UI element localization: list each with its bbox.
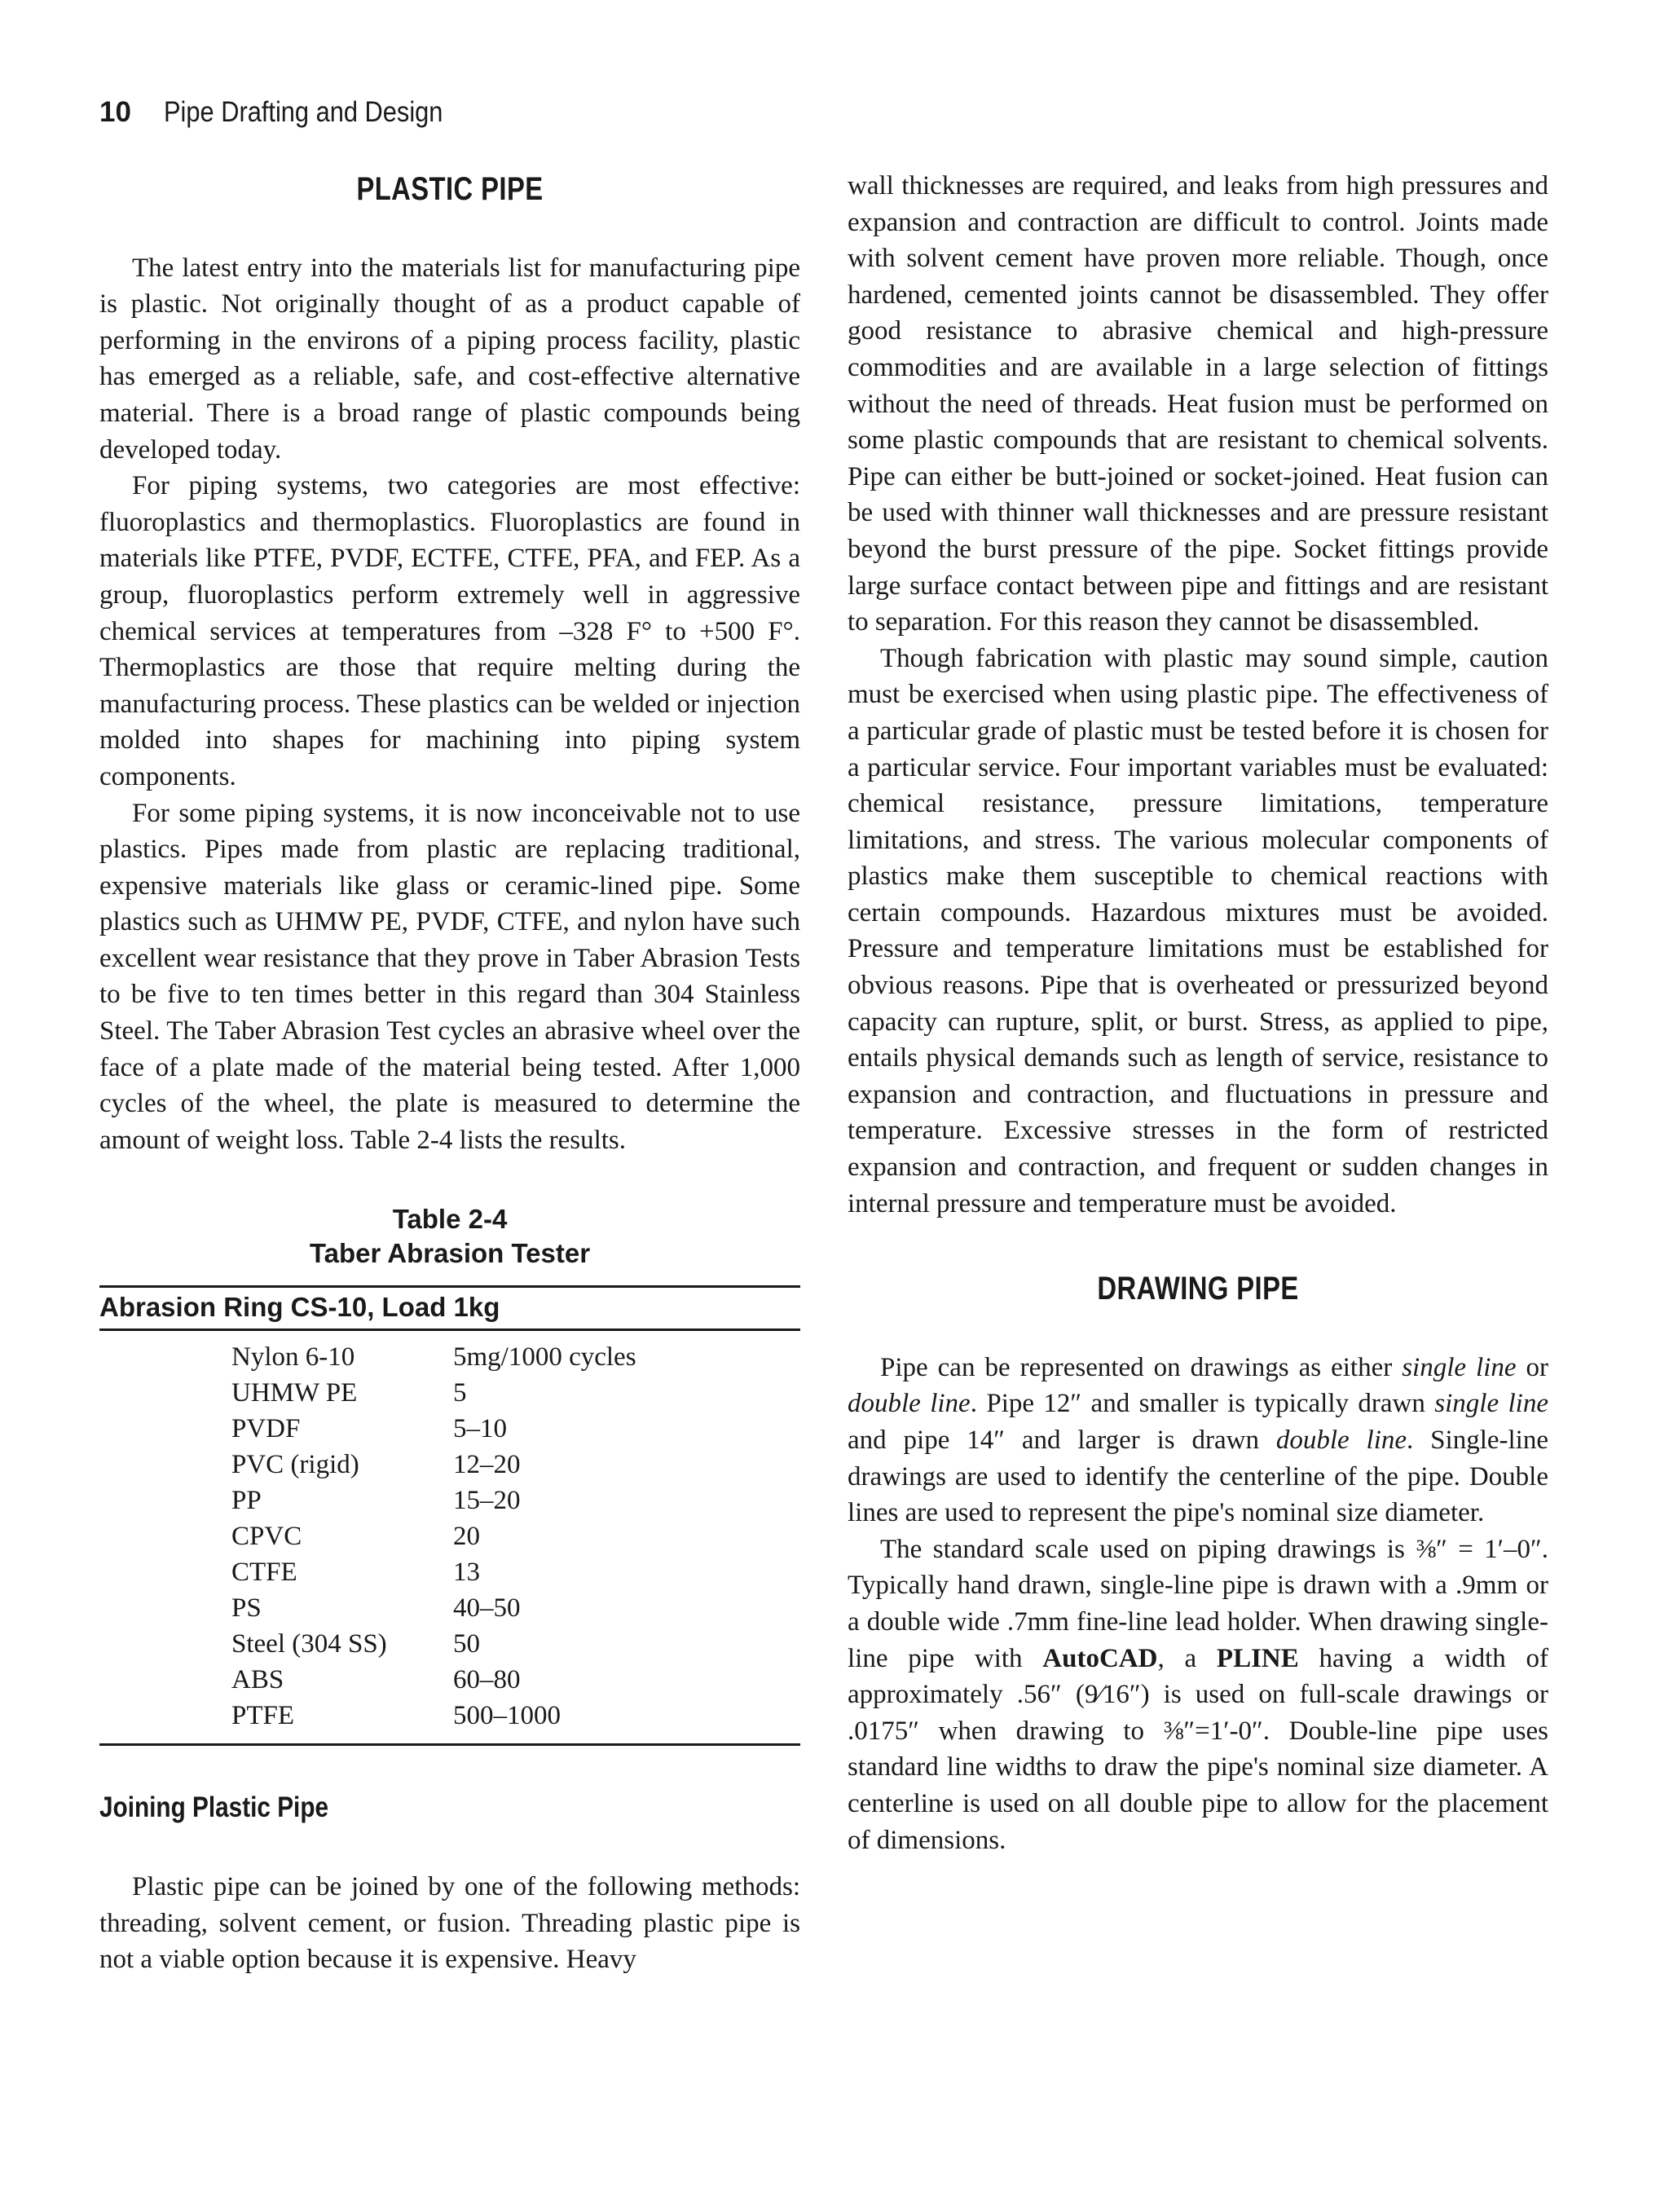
material-cell: CPVC: [231, 1522, 302, 1552]
table-row: [231, 1626, 800, 1662]
table-row: [231, 1447, 800, 1483]
material-cell: PS: [231, 1593, 262, 1624]
subheading-joining-plastic-pipe: Joining Plastic Pipe: [99, 1791, 329, 1824]
table-row: [231, 1339, 800, 1375]
paragraph: The latest entry into the materials list for manufacturing pipe is plastic. Not originally thought of as a product capable of performing in the environs of a piping process facility, plastic has emerged as a reliable, safe, and cost-effective alternative material. There is a broad range of plastic compounds being developed today.: [99, 253, 800, 465]
bold-term: PLINE: [1216, 1643, 1299, 1673]
emphasis: single line: [1402, 1352, 1517, 1382]
table-row: [231, 1662, 800, 1698]
table-body: [99, 1331, 800, 1743]
material-cell: PVC (rigid): [231, 1450, 359, 1480]
table-row: [231, 1375, 800, 1411]
paragraph: Though fabrication with plastic may sound simple, caution must be exercised when using plastic pipe. The effectiveness of a particular grade of plastic must be tested before it is chosen for a particular service. Four important variables must be evaluated: chemical resistance, pressure limitations, temperature limitations, and stress. The various molecular components of plastics make them susceptible to chemical reactions with certain compounds. Hazardous mixtures must be avoided. Pressure and temperature limitations must be established for obvious reasons. Pipe that is overheated or pressurized beyond capacity can rupture, split, or burst. Stress, as applied to pipe, entails physical demands such as length of service, resistance to expansion and contraction, and fluctuations in pressure and temperature. Excessive stresses in the form of restricted expansion and contraction, and frequent or sudden changes in internal pressure and temperature must be avoided.: [848, 643, 1548, 1218]
value-cell: 5mg/1000 cycles: [453, 1342, 636, 1373]
paragraph: The standard scale used on piping drawings is ⅜″ = 1′–0″. Typically hand drawn, single-line pipe is drawn with a .9mm or a double wide .7mm fine-line lead holder. When drawing single-line pipe with AutoCAD, a PLINE having a width of approximately .56″ (9⁄16″) is used on full-scale drawings or .0175″ when drawing to ⅜″=1′-0″. Double-line pipe uses standard line widths to draw the pipe's nominal size diameter. A centerline is used on all double pipe to allow for the placement of dimensions.: [848, 1534, 1548, 1855]
running-title: Pipe Drafting and Design: [163, 96, 443, 128]
paragraph: For piping systems, two categories are most effective: fluoroplastics and thermoplastics. Fluoroplastics are found in materials like PTFE, PVDF, ECTFE, CTFE, PFA, and FEP. As a group, fluoroplastics perform extremely well in aggressive chemical services at temperatures from –328 F° to +500 F°. Thermoplastics are those that require melting during the manufacturing process. These plastics can be welded or injection molded into shapes for machining into piping system components.: [99, 471, 800, 791]
table-row: [231, 1698, 800, 1734]
section-heading-drawing-pipe: DRAWING PIPE: [1097, 1271, 1299, 1307]
material-cell: ABS: [231, 1665, 284, 1695]
value-cell: 50: [453, 1629, 480, 1659]
value-cell: 20: [453, 1522, 480, 1552]
section-heading-plastic-pipe: PLASTIC PIPE: [356, 171, 544, 207]
right-column: [848, 168, 1548, 1858]
value-cell: 500–1000: [453, 1701, 561, 1731]
material-cell: PTFE: [231, 1701, 295, 1731]
value-cell: 60–80: [453, 1665, 521, 1695]
paragraph: For some piping systems, it is now inconceivable not to use plastics. Pipes made from plastic are replacing traditional, expensive materials like glass or ceramic-lined pipe. Some plastics such as UHMW PE, PVDF, CTFE, and nylon have such excellent wear resistance that they prove in Taber Abrasion Tests to be five to ten times better in this regard than 304 Stainless Steel. The Taber Abrasion Test cycles an abrasive wheel over the face of a plate made of the material being tested. After 1,000 cycles of the wheel, the plate is measured to determine the amount of weight loss. Table 2-4 lists the results.: [99, 798, 800, 1155]
emphasis: single line: [1434, 1389, 1548, 1419]
emphasis: double line: [1275, 1425, 1407, 1455]
paragraph: Pipe can be represented on drawings as either single line or double line. Pipe 12″ and smaller is typically drawn single line and pipe 14″ and larger is drawn double line. Single-line drawings are used to identify the centerline of the pipe. Double lines are used to represent the pipe's nominal size diameter.: [848, 1352, 1548, 1528]
material-cell: PVDF: [231, 1414, 301, 1444]
running-header: [99, 96, 481, 129]
value-cell: 12–20: [453, 1450, 521, 1480]
table-row: [231, 1483, 800, 1518]
material-cell: Nylon 6-10: [231, 1342, 355, 1373]
material-cell: CTFE: [231, 1558, 297, 1588]
table-row: [231, 1554, 800, 1590]
table-2-4: [99, 1202, 800, 1746]
paragraph: wall thicknesses are required, and leaks from high pressures and expansion and contraction are difficult to control. Joints made with solvent cement have proven more reliable. Though, once hardened, cemented joints cannot be disassembled. They offer good resistance to abrasive chemical and high-pressure commodities and are available in a large selection of fittings without the need of threads. Heat fusion must be performed on some plastic compounds that are resistant to chemical solvents. Pipe can either be butt-joined or socket-joined. Heat fusion can be used with thinner wall thicknesses and are pressure resistant beyond the burst pressure of the pipe. Socket fittings provide large surface contact between pipe and fittings and are resistant to separation. For this reason they cannot be disassembled.: [848, 171, 1548, 637]
table-header: Abrasion Ring CS-10, Load 1kg: [99, 1292, 500, 1323]
value-cell: 40–50: [453, 1593, 521, 1624]
left-column: [99, 171, 800, 1978]
material-cell: UHMW PE: [231, 1378, 358, 1408]
value-cell: 15–20: [453, 1486, 521, 1516]
paragraph: Plastic pipe can be joined by one of the following methods: threading, solvent cement, or fusion. Threading plastic pipe is not a viable option because it is expensive. Heavy: [99, 1872, 800, 1975]
material-cell: Steel (304 SS): [231, 1629, 387, 1659]
table-row: [231, 1590, 800, 1626]
page-number: 10: [99, 96, 131, 128]
value-cell: 5: [453, 1378, 467, 1408]
material-cell: PP: [231, 1486, 262, 1516]
table-title: Taber Abrasion Tester: [309, 1238, 591, 1269]
value-cell: 5–10: [453, 1414, 507, 1444]
emphasis: double line: [848, 1389, 971, 1419]
value-cell: 13: [453, 1558, 480, 1588]
table-row: [231, 1518, 800, 1554]
table-row: [231, 1411, 800, 1447]
table-rule: [99, 1743, 800, 1746]
table-label: Table 2-4: [392, 1204, 508, 1235]
bold-term: AutoCAD: [1042, 1643, 1158, 1673]
